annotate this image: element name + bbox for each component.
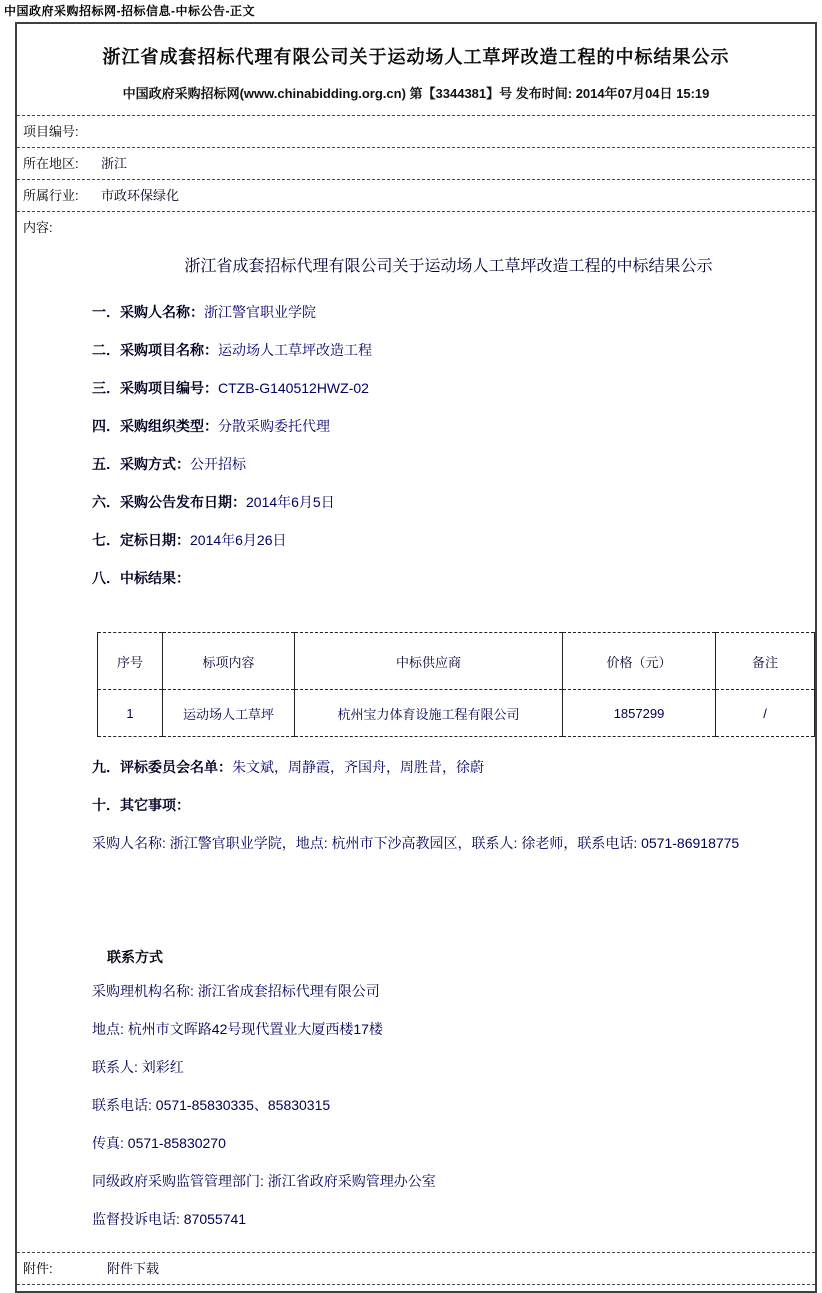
header-winning-supplier: 中标供应商 [295, 633, 563, 690]
item-award-result: 八．中标结果： [92, 570, 190, 586]
contact-phone: 联系电话: 0571-85830335、85830315 [92, 1097, 331, 1113]
header-price: 价格（元） [563, 633, 716, 690]
table-header-row [98, 633, 815, 690]
award-result-table [97, 632, 815, 737]
meta-row-industry [17, 180, 815, 212]
cell-price: 1857299 [563, 690, 716, 737]
document-header [17, 24, 815, 116]
box-bottom-padding [17, 1285, 815, 1291]
region-label: 所在地区: [23, 156, 79, 171]
contact-complaint-phone: 监督投诉电话: 87055741 [92, 1211, 247, 1227]
attachment-download-link[interactable]: 附件下载 [107, 1261, 160, 1276]
header-remark: 备注 [716, 633, 815, 690]
contact-fax: 传真: 0571-85830270 [92, 1135, 226, 1151]
cell-winning-supplier: 杭州宝力体育设施工程有限公司 [295, 690, 563, 737]
cell-serial: 1 [98, 690, 163, 737]
attachment-row [17, 1252, 815, 1285]
page-title: 浙江省成套招标代理有限公司关于运动场人工草坪改造工程的中标结果公示 [102, 47, 730, 67]
attachment-label: 附件: [23, 1261, 53, 1276]
item-announcement-date: 六．采购公告发布日期：2014年6月5日 [92, 494, 335, 510]
contact-address: 地点: 杭州市文晖路42号现代置业大厦西楼17楼 [92, 1021, 383, 1037]
meta-row-region [17, 148, 815, 180]
item-project-name: 二．采购项目名称：运动场人工草坪改造工程 [92, 342, 372, 358]
contact-person: 联系人: 刘彩红 [92, 1059, 184, 1075]
header-serial: 序号 [98, 633, 163, 690]
industry-label: 所属行业: [23, 188, 79, 203]
content-inner-title: 浙江省成套招标代理有限公司关于运动场人工草坪改造工程的中标结果公示 [184, 258, 713, 275]
breadcrumb: 中国政府采购招标网-招标信息-中标公告-正文 [4, 4, 255, 18]
cell-lot-content: 运动场人工草坪 [163, 690, 295, 737]
contact-agency-name: 采购理机构名称: 浙江省成套招标代理有限公司 [92, 983, 380, 999]
meta-row-project-number [17, 116, 815, 148]
header-lot-content: 标项内容 [163, 633, 295, 690]
project-number-label: 项目编号: [23, 124, 79, 139]
table-row [98, 690, 815, 737]
item-purchaser-name: 一．采购人名称：浙江警官职业学院 [92, 304, 316, 320]
region-value: 浙江 [101, 156, 128, 171]
content-label: 内容: [23, 220, 53, 235]
item-organization-type: 四．采购组织类型：分散采购委托代理 [92, 418, 330, 434]
announcement-box [15, 22, 817, 1293]
item-procurement-method: 五．采购方式：公开招标 [92, 456, 246, 472]
cell-remark: / [716, 690, 815, 737]
contact-section-title: 联系方式 [107, 949, 163, 965]
source-line: 中国政府采购招标网(www.chinabidding.org.cn) 第【3344381】号 发布时间: 2014年07月04日 15:19 [122, 86, 710, 101]
item-award-date: 七．定标日期：2014年6月26日 [92, 532, 287, 548]
content-body [92, 247, 805, 1249]
industry-value: 市政环保绿化 [101, 188, 180, 203]
purchaser-contact-line: 采购人名称: 浙江警官职业学院，地点: 杭州市下沙高教园区，联系人: 徐老师，联系电话: 0571-86918775 [92, 835, 740, 851]
contact-supervision-department: 同级政府采购监管管理部门: 浙江省政府采购管理办公室 [92, 1173, 436, 1189]
item-project-code: 三．采购项目编号：CTZB-G140512HWZ-02 [92, 380, 369, 396]
item-evaluation-committee: 九．评标委员会名单：朱文斌，周静霞，齐国舟，周胜昔，徐蔚 [92, 759, 484, 775]
item-other-matters: 十．其它事项： [92, 797, 190, 813]
